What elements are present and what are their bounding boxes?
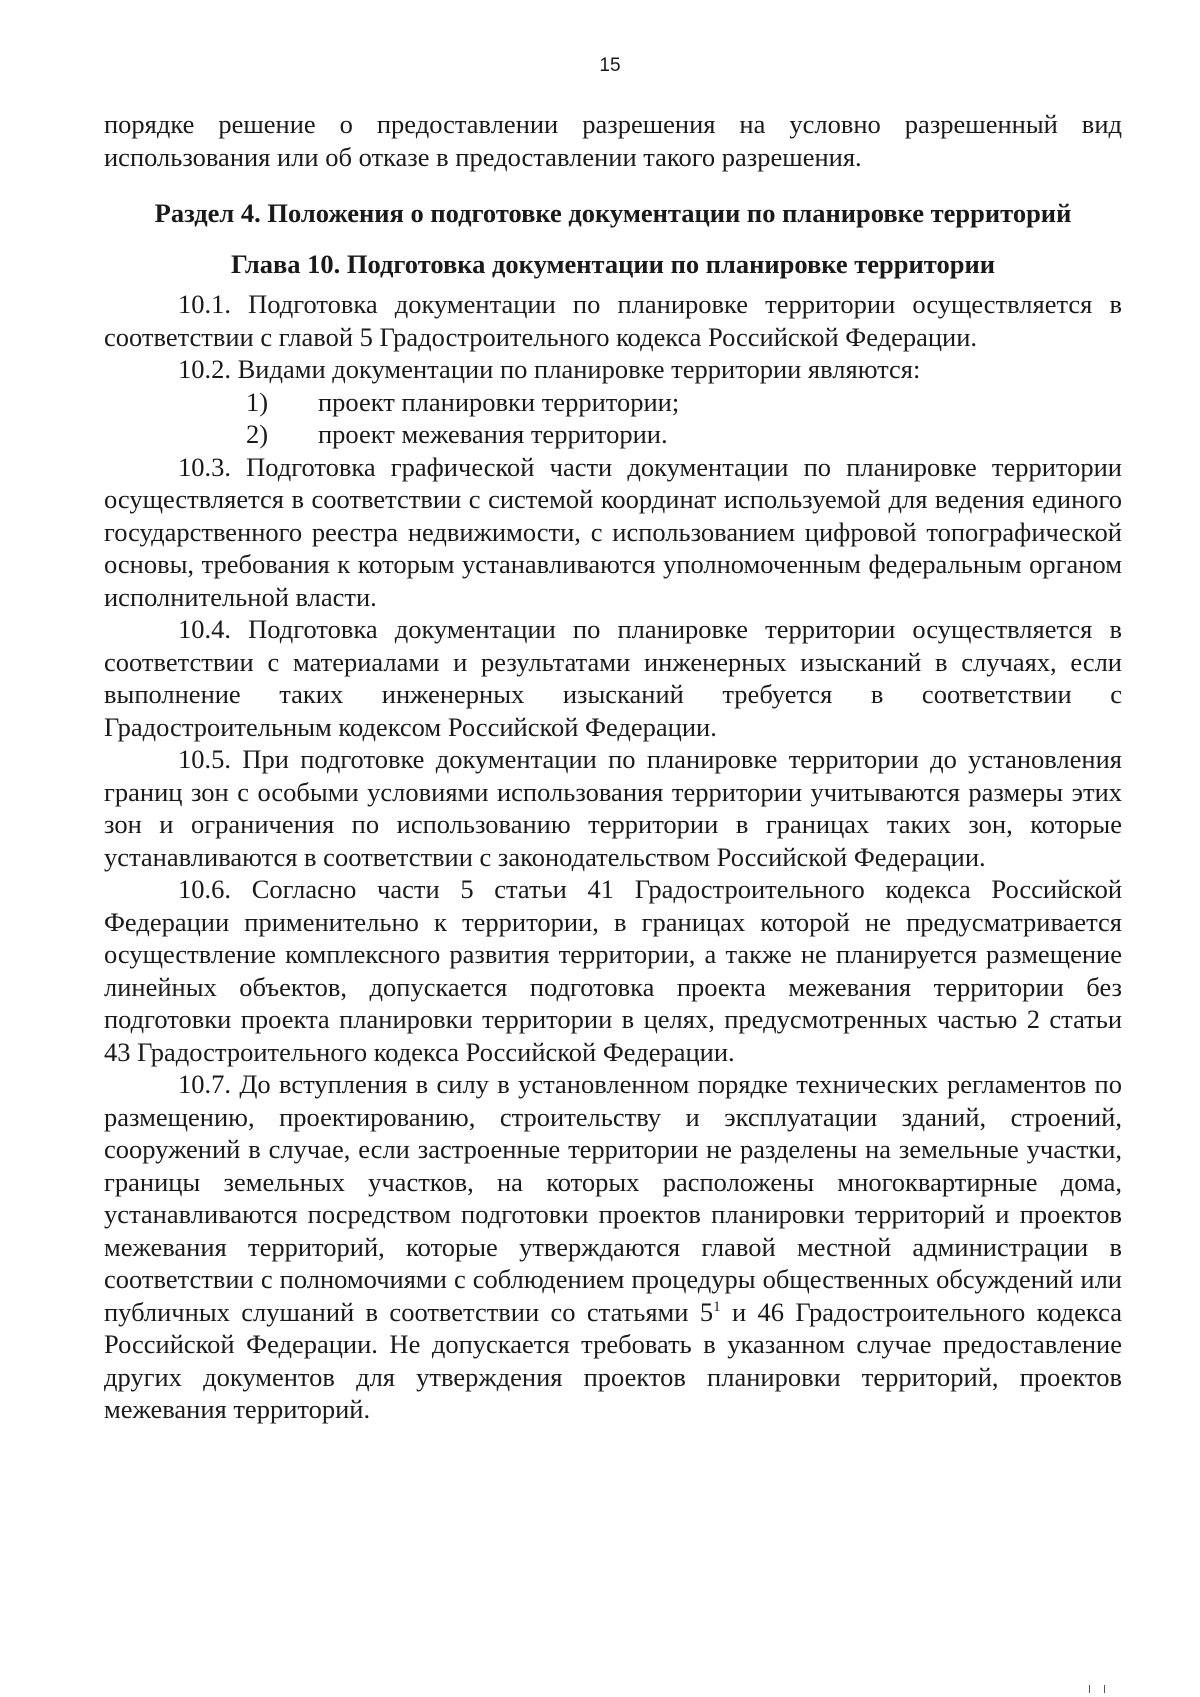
document-body — [104, 108, 1122, 1426]
paragraph-10-3: 10.3. Подготовка графической части документации по планировке территории осуществляется в соответствии с системой координат используемой для ведения единого государственного реестра недвижимости, с использованием цифровой топографической основы, требования к которым устанавливаются уполномоченным федеральным органом исполнительной власти. — [104, 451, 1122, 612]
list-item-number: 1) — [246, 386, 269, 417]
paragraph-10-4: 10.4. Подготовка документации по планировке территории осуществляется в соответствии с материалами и результатами инженерных изысканий в случаях, если выполнение таких инженерных изысканий требуется в соответствии с Градостроительным кодексом Российской Федерации. — [104, 614, 1122, 742]
page-number: 15 — [599, 55, 621, 76]
section-title: Раздел 4. Положения о подготовке документации по планировке территорий — [154, 198, 1072, 228]
paragraph-10-7 — [104, 1068, 1122, 1426]
intro-paragraph: порядке решение о предоставлении разрешения на условно разрешенный вид использования или об отказе в предоставлении такого разрешения. — [104, 109, 1122, 172]
list-item-number: 2) — [246, 419, 269, 449]
chapter-title: Глава 10. Подготовка документации по планировке территории — [231, 248, 995, 279]
paragraph-10-7-text: 10.7. До вступления в силу в установленном порядке технических регламентов по размещению, проектированию, строительству и эксплуатации зданий, строений, сооружений в случае, если застроенные территории не разделены на земельные участки, границы земельных участков, на которых расположены многоквартирные дома, устанавливаются посредством подготовки проектов планировки территорий и проектов межевания территорий, которые утверждаются главой местной администрации в соответствии с полномочиями с соблюдением процедуры общественных обсуждений или публичных слушаний в соответствии со статьями 5 — [104, 1069, 1122, 1327]
superscript: 1 — [713, 1298, 721, 1315]
list-item-text: проект планировки территории; — [318, 386, 680, 417]
list-item-text: проект межевания территории. — [318, 419, 668, 449]
list-item — [104, 418, 1122, 451]
list-item — [104, 386, 1122, 419]
paragraph-10-6: 10.6. Согласно части 5 статьи 41 Градостроительного кодекса Российской Федерации применительно к территории, в границах которой не предусматривается осуществление комплексного развития территории, а также не планируется размещение линейных объектов, допускается подготовка проекта межевания территории без подготовки проекта планировки территории в целях, предусмотренных частью 2 статьи 43 Градостроительного кодекса Российской Федерации. — [104, 874, 1122, 1067]
paragraph-10-5: 10.5. При подготовке документации по планировке территории до установления границ зон с особыми условиями использования территории учитываются размеры этих зон и ограничения по использованию территории в границах таких зон, которые устанавливаются в соответствии с законодательством Российской Федерации. — [104, 744, 1122, 872]
paragraph-10-2: 10.2. Видами документации по планировке территории являются: — [178, 354, 921, 384]
scan-mark — [1089, 1685, 1105, 1693]
paragraph-10-7-text-continued: и 46 Градостроительного кодекса Российской Федерации. Не допускается требовать в указанном случае предоставление других документов для утверждения проектов планировки территорий, проектов межевания территорий. — [104, 1296, 1122, 1424]
paragraph-10-1: 10.1. Подготовка документации по планировке территории осуществляется в соответствии с главой 5 Градостроительного кодекса Российской Федерации. — [104, 289, 1122, 352]
